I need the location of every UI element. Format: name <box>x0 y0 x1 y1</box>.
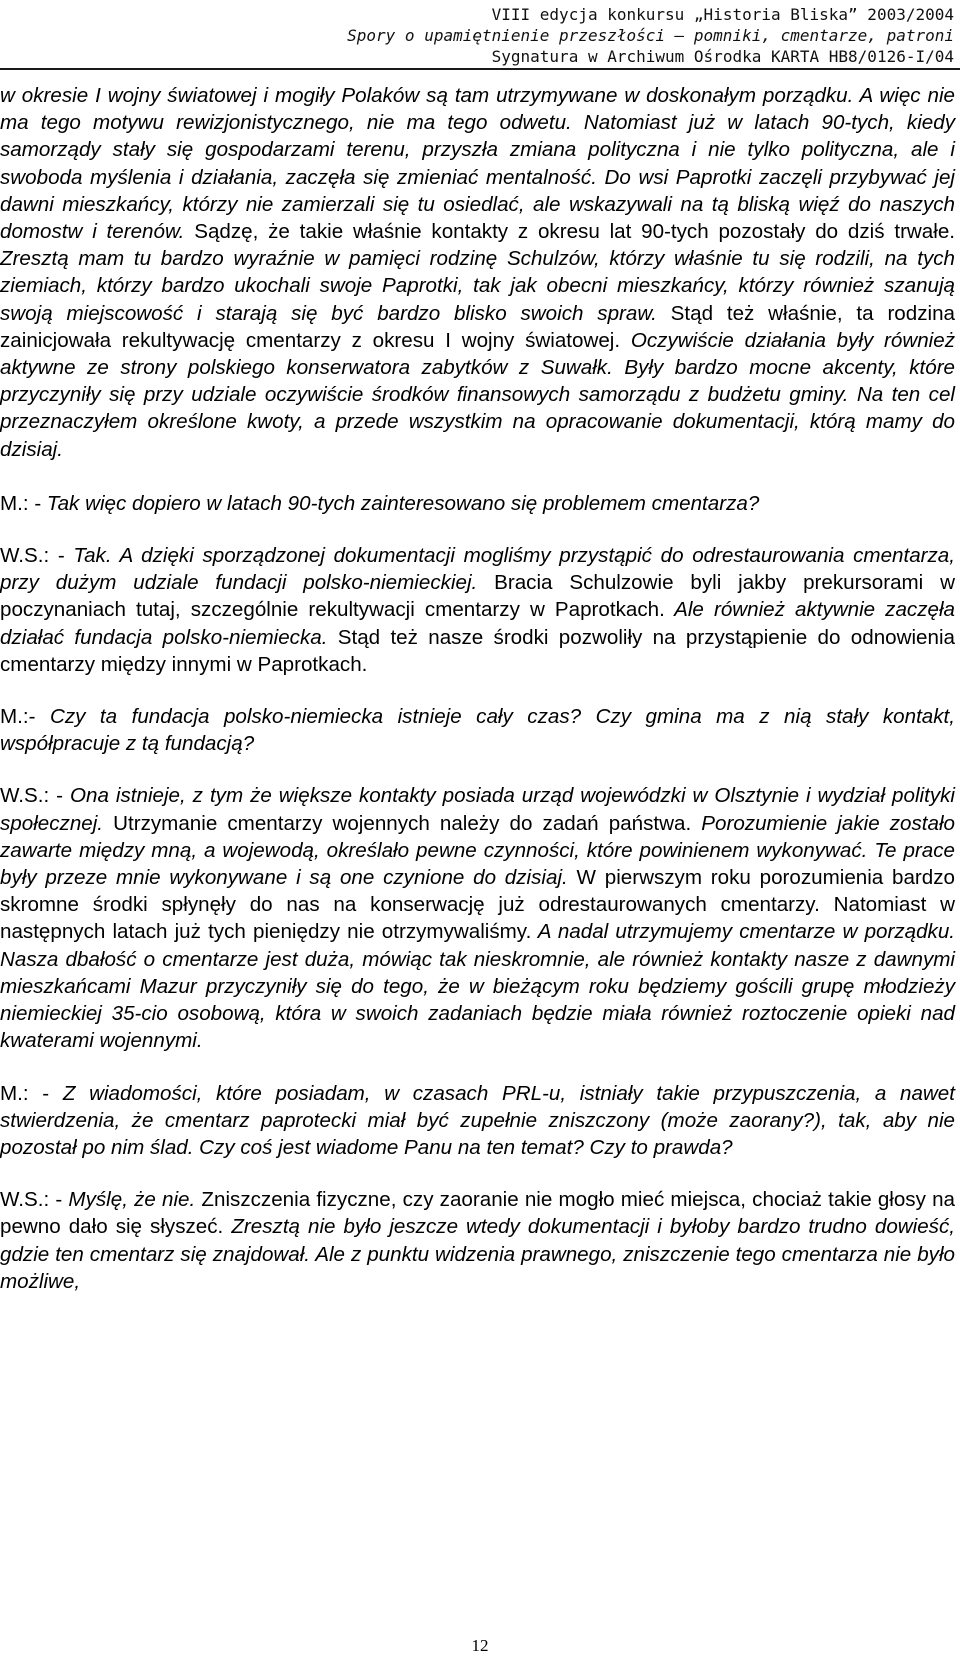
text-italic: Myślę, że nie. <box>68 1188 196 1212</box>
header-topic: Spory o upamiętnienie przeszłości — pomniki, cmentarze, patroni <box>347 26 954 45</box>
text-italic: Ona istnieje, z tym że większe kontakty posiada urząd wojewódzki w Olsztynie i wydział polityki społecznej. <box>0 784 955 835</box>
speaker-label: W.S.: - <box>0 544 74 568</box>
text-regular: Sądzę, że takie właśnie kontakty z okresu lat 90-tych pozostały do dziś trwałe. <box>184 220 955 244</box>
text-regular: Bracia Schulzowie byli jakby prekursorami w poczynaniach tutaj, szczególnie rekultywacji cmentarzy w Paprotkach. <box>0 571 955 622</box>
question-paragraph <box>0 703 955 757</box>
text-italic: Zresztą mam tu bardzo wyraźnie w pamięci rodzinę Schulzów, którzy właśnie tu się rodzili, na tych ziemiach, którzy bardzo ukochali swoje Paprotki, tak jak obecni mieszkańcy, którzy również szanują swoją miejscowość i starają się być bardzo blisko swoich spraw. <box>0 247 955 325</box>
text-italic: Na ten cel przeznaczyłem określone kwoty, a przede wszystkim na opracowanie dokumentacji, którą mamy do dzisiaj. <box>0 383 955 461</box>
answer-paragraph <box>0 1186 955 1295</box>
question-text: Z wiadomości, które posiadam, w czasach PRL-u, istniały takie przypuszczenia, a nawet stwierdzenia, że cmentarz paprotecki miał być zupełnie zniszczony (może zaorany?), tak, aby nie pozostał po nim ślad. Czy coś jest wiadome Panu na ten temat? Czy to prawda? <box>0 1081 955 1159</box>
page-header <box>334 4 954 67</box>
text-italic: Oczywiście działania były również aktywne ze strony polskiego konserwatora zabytków z Suwałk. <box>0 328 955 380</box>
text-italic: Tak. <box>73 544 112 568</box>
text-italic: w okresie I wojny światowej i mogiły Polaków są tam utrzymywane w doskonałym porządku. A więc nie ma tego motywu rewizjonistycznego, nie ma tego odwetu. Natomiast już w latach 90-tych, kiedy samorządy stały się gospodarzami terenu, przyszła zmiana polityczna i nie tylko polityczna, ale i swoboda myślenia i działania, zaczęła się zmieniać mentalność. <box>0 84 955 189</box>
text-italic: Do wsi Paprotki zaczęli przybywać jej dawni mieszkańcy, którzy nie zamierzali się tu osiedlać, ale wskazywali na tą bliską więź do naszych domostw i terenów. <box>0 165 955 244</box>
text-italic: Porozumienie jakie zostało zawarte między mną, a wojewodą, określało pewne czynności, które powinienem wykonywać. <box>0 811 956 862</box>
speaker-label: M.: - <box>0 491 47 515</box>
question-paragraph <box>0 1080 955 1162</box>
text-regular: Utrzymanie cmentarzy wojennych należy do zadań państwa. <box>103 811 692 835</box>
speaker-label: W.S.: - <box>0 784 70 808</box>
question-text: Czy ta fundacja polsko-niemiecka istnieje cały czas? Czy gmina ma z nią stały kontakt, współpracuje z tą fundacją? <box>0 705 955 756</box>
answer-paragraph <box>0 542 955 678</box>
header-signature: Sygnatura w Archiwum Ośrodka KARTA HB8/0126-I/04 <box>491 47 954 66</box>
text-regular: Stąd też właśnie, ta rodzina zainicjowała rekultywację cmentarzy z okresu I wojny światowej. <box>0 301 955 352</box>
text-regular: W pierwszym roku porozumienia bardzo skromne środki spłynęły do nas na konserwację już odrestaurowanych cmentarzy. <box>0 866 955 917</box>
speaker-label: M.: - <box>0 1081 63 1105</box>
text-italic: A nadal utrzymujemy cmentarze w porządku. <box>531 920 956 944</box>
text-regular: Stąd też nasze środki pozwoliły na przystąpienie do odnowienia cmentarzy między innymi w Paprotkach. <box>0 625 955 676</box>
text-italic: Ale również aktywnie zaczęła działać fundacja polsko-niemiecka. <box>0 598 956 649</box>
answer-paragraph <box>0 782 955 1054</box>
document-body <box>0 82 955 1320</box>
header-divider <box>0 68 960 70</box>
question-paragraph <box>0 490 955 517</box>
paragraph <box>0 82 955 463</box>
speaker-label: W.S.: - <box>0 1188 69 1212</box>
text-italic: Zresztą nie było jeszcze wtedy dokumentacji i byłoby bardzo trudno dowieść, gdzie ten cmentarz się znajdował. <box>0 1215 955 1266</box>
text-italic: Były bardzo mocne akcenty, które przyczyniły się przy udziale oczywiście środków finansowych samorządu z budżetu gminy. <box>0 356 956 407</box>
question-text: Tak więc dopiero w latach 90-tych zainteresowano się problemem cmentarza? <box>46 491 760 515</box>
page-number: 12 <box>471 1636 489 1655</box>
speaker-label: M.:- <box>0 705 50 729</box>
text-italic: Nasza dbałość o cmentarze jest duża, mówiąc tak nieskromnie, ale również kontakty nasze z dawnymi mieszkańcami Mazur przyczyniły się do tego, że w bieżącym roku będziemy gościli grupę młodzieży niemieckiej 35-cio osobową, która w swoich zadaniach będzie miała również roztoczenie opieki nad kwaterami wojennymi. <box>0 947 955 1053</box>
text-regular: Natomiast w następnych latach już tych pieniędzy nie otrzymywaliśmy. <box>0 893 955 944</box>
text-regular: Zniszczenia fizyczne, czy zaoranie nie mogło mieć miejsca, chociaż takie głosy na pewno dało się słyszeć. <box>0 1188 955 1239</box>
header-competition: VIII edycja konkursu „Historia Bliska” 2003/2004 <box>491 5 954 24</box>
text-italic: Te prace były przeze mnie wykonywane i są one czynione do dzisiaj. <box>0 838 955 890</box>
text-italic: A dzięki sporządzonej dokumentacji mogliśmy przystąpić do odrestaurowania cmentarza, przy dużym udziale fundacji polsko-niemieckiej. <box>0 544 955 595</box>
text-italic: Ale z punktu widzenia prawnego, zniszczenie tego cmentarza nie było możliwe, <box>0 1242 955 1293</box>
